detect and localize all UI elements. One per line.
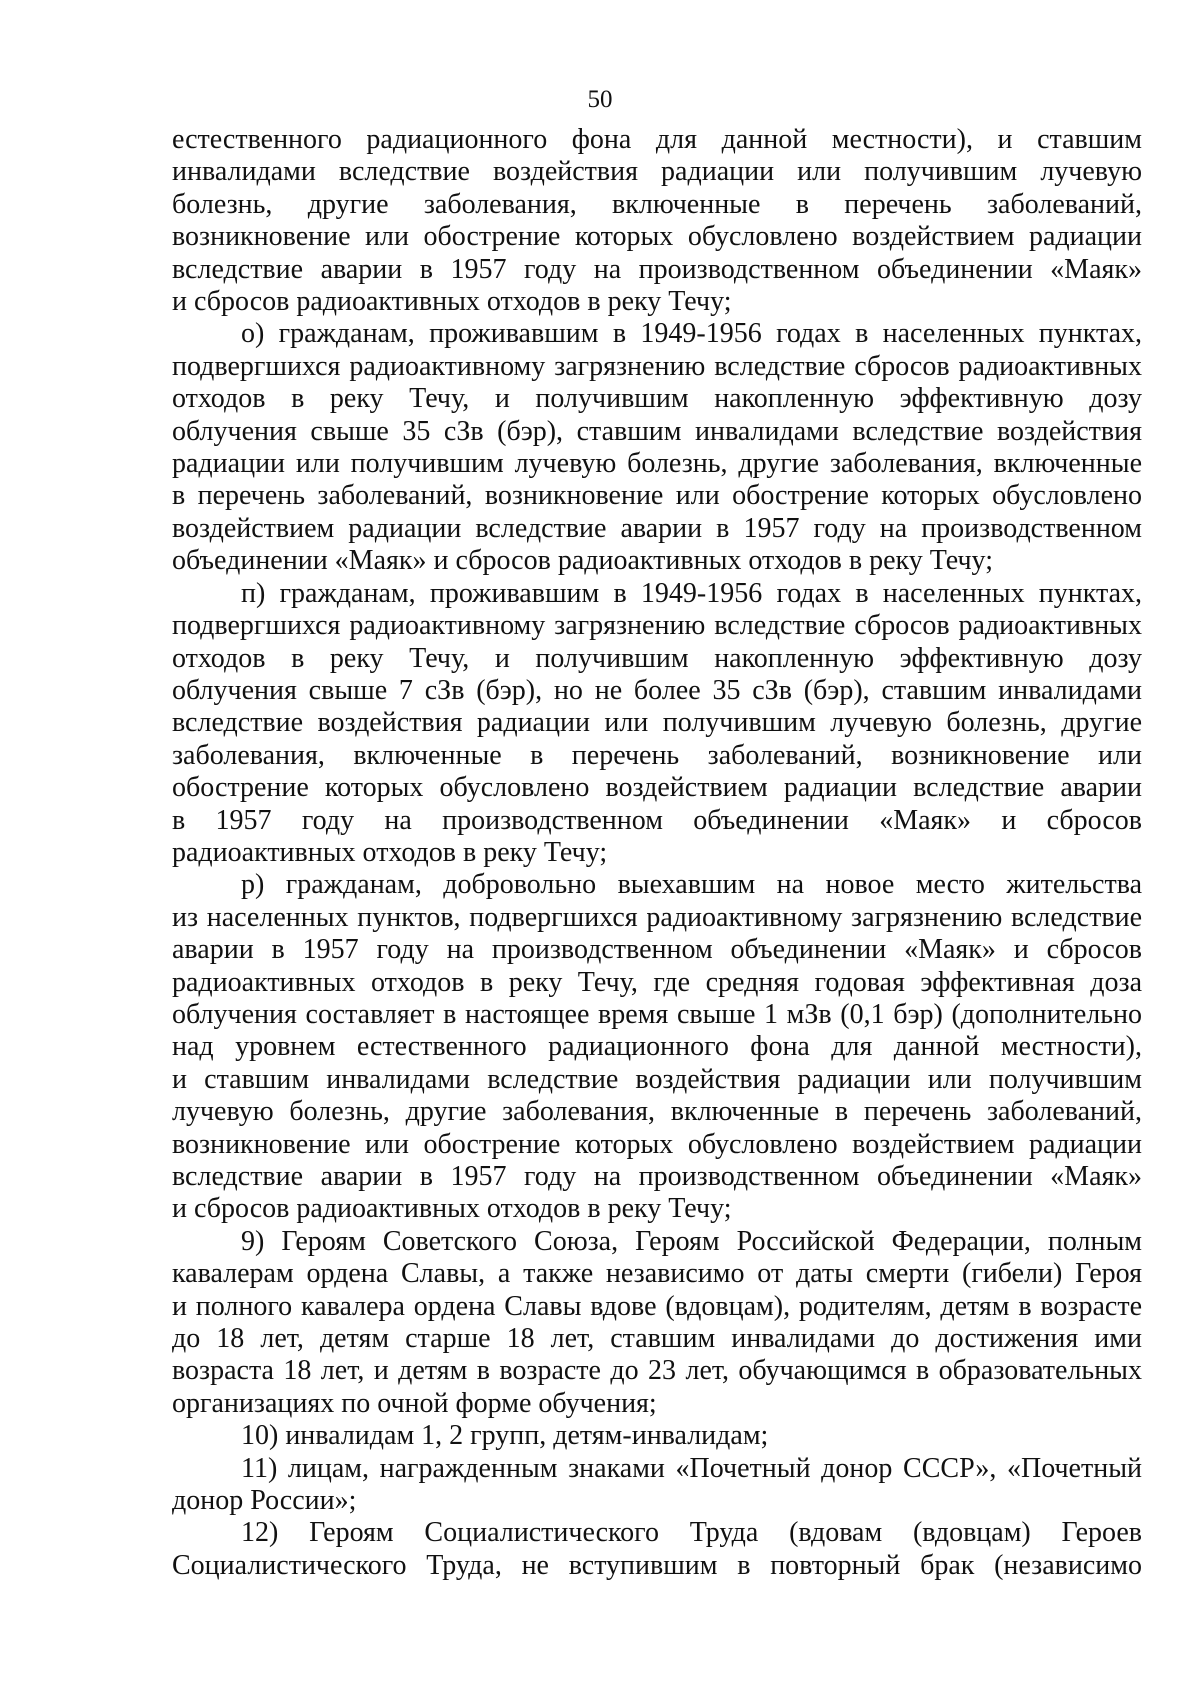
text-line: и ставшим инвалидами вследствие воздействия радиации или получившим — [172, 1063, 1142, 1095]
text-line: инвалидами вследствие воздействия радиации или получившим лучевую — [172, 156, 1142, 188]
text-line: и сбросов радиоактивных отходов в реку Течу; — [172, 286, 732, 318]
text-line: в 1957 году на производственном объединении «Маяк» и сбросов — [172, 804, 1142, 836]
paragraph — [172, 1517, 1142, 1582]
paragraph — [172, 318, 1142, 577]
text-line: естественного радиационного фона для данной местности), и ставшим — [172, 124, 1142, 155]
text-line: 11) лицам, награжденным знаками «Почетный донор СССР», «Почетный — [241, 1452, 1142, 1484]
text-line: болезнь, другие заболевания, включенные в перечень заболеваний, — [172, 188, 1142, 220]
text-line: 12) Героям Социалистического Труда (вдовам (вдовцам) Героев — [241, 1517, 1142, 1549]
paragraph — [172, 1453, 1142, 1518]
text-line: из населенных пунктов, подвергшихся радиоактивному загрязнению вследствие — [172, 901, 1142, 933]
text-line: Социалистического Труда, не вступившим в повторный брак (независимо — [172, 1549, 1142, 1581]
text-line: радиации или получившим лучевую болезнь, другие заболевания, включенные — [172, 448, 1142, 480]
paragraph — [172, 124, 1142, 318]
document-body — [172, 124, 1142, 1582]
text-line: возраста 18 лет, и детям в возрасте до 23 лет, обучающимся в образовательных — [172, 1355, 1142, 1387]
text-line: п) гражданам, проживавшим в 1949-1956 годах в населенных пунктах, — [241, 577, 1142, 609]
text-line: 10) инвалидам 1, 2 групп, детям-инвалидам; — [241, 1420, 769, 1452]
text-line: вследствие аварии в 1957 году на производственном объединении «Маяк» — [172, 1161, 1142, 1192]
text-line: заболевания, включенные в перечень заболеваний, возникновение или — [172, 739, 1142, 771]
text-line: воздействием радиации вследствие аварии в 1957 году на производственном — [172, 512, 1142, 544]
text-line: подвергшихся радиоактивному загрязнению вследствие сбросов радиоактивных — [172, 350, 1142, 382]
paragraph — [172, 1420, 1142, 1452]
text-line: подвергшихся радиоактивному загрязнению вследствие сбросов радиоактивных — [172, 610, 1142, 642]
text-line: 9) Героям Советского Союза, Героям Российской Федерации, полным — [241, 1225, 1142, 1257]
text-line: отходов в реку Течу, и получившим накопленную эффективную дозу — [172, 383, 1142, 415]
text-line: облучения свыше 7 сЗв (бэр), но не более 35 сЗв (бэр), ставшим инвалидами — [172, 674, 1142, 706]
text-line: возникновение или обострение которых обусловлено воздействием радиации — [172, 221, 1142, 253]
text-line: над уровнем естественного радиационного фона для данной местности), — [172, 1031, 1142, 1063]
text-line: в перечень заболеваний, возникновение или обострение которых обусловлено — [172, 480, 1142, 512]
text-line: р) гражданам, добровольно выехавшим на новое место жительства — [241, 869, 1142, 901]
paragraph — [172, 578, 1142, 870]
page-number: 50 — [587, 86, 613, 113]
text-line: отходов в реку Течу, и получившим накопленную эффективную дозу — [172, 642, 1142, 674]
text-line: и полного кавалера ордена Славы вдове (вдовцам), родителям, детям в возрасте — [172, 1290, 1142, 1322]
text-line: радиоактивных отходов в реку Течу, где средняя годовая эффективная доза — [172, 966, 1142, 998]
paragraph — [172, 869, 1142, 1225]
text-line: до 18 лет, детям старше 18 лет, ставшим инвалидами до достижения ими — [172, 1323, 1142, 1355]
text-line: донор России»; — [172, 1485, 357, 1517]
paragraph — [172, 1226, 1142, 1420]
text-line: облучения свыше 35 сЗв (бэр), ставшим инвалидами вследствие воздействия — [172, 415, 1142, 447]
text-line: лучевую болезнь, другие заболевания, включенные в перечень заболеваний, — [172, 1096, 1142, 1128]
text-line: вследствие аварии в 1957 году на производственном объединении «Маяк» — [172, 253, 1142, 285]
text-line: аварии в 1957 году на производственном объединении «Маяк» и сбросов — [172, 934, 1142, 966]
text-line: радиоактивных отходов в реку Течу; — [172, 836, 608, 868]
text-line: обострение которых обусловлено воздействием радиации вследствие аварии — [172, 772, 1142, 804]
text-line: объединении «Маяк» и сбросов радиоактивных отходов в реку Течу; — [172, 545, 993, 577]
text-line: вследствие воздействия радиации или получившим лучевую болезнь, другие — [172, 707, 1142, 739]
text-line: кавалерам ордена Славы, а также независимо от даты смерти (гибели) Героя — [172, 1258, 1142, 1290]
text-line: возникновение или обострение которых обусловлено воздействием радиации — [172, 1128, 1142, 1160]
text-line: о) гражданам, проживавшим в 1949-1956 годах в населенных пунктах, — [241, 318, 1142, 350]
text-line: организациях по очной форме обучения; — [172, 1387, 657, 1419]
text-line: облучения составляет в настоящее время свыше 1 мЗв (0,1 бэр) (дополнительно — [172, 998, 1142, 1030]
text-line: и сбросов радиоактивных отходов в реку Течу; — [172, 1193, 732, 1225]
